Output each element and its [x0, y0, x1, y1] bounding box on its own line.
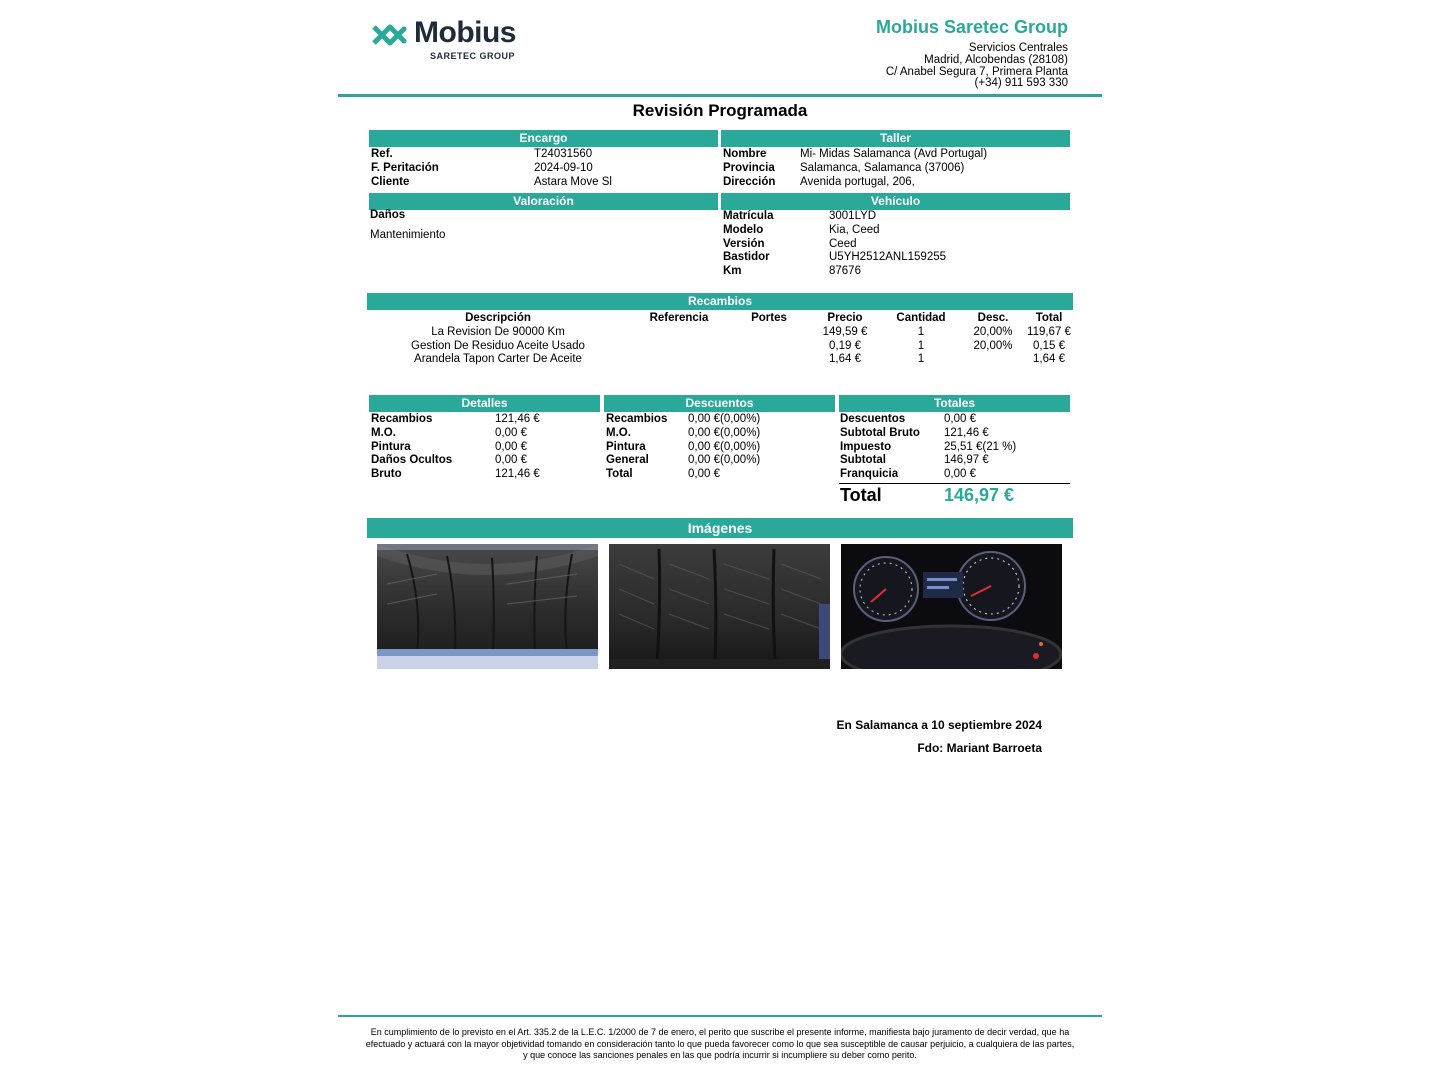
totales-info	[840, 413, 1070, 482]
field-value: Kia, Ceed	[829, 223, 880, 236]
tire-photo-icon	[609, 544, 830, 669]
field-percent: (0,00%)	[719, 454, 761, 467]
field-value: 0,00 €	[688, 426, 720, 439]
field-label: Nombre	[723, 148, 767, 160]
field-value: 0,00 €	[688, 468, 720, 481]
field-value: 87676	[829, 265, 861, 278]
address-line: C/ Anabel Segura 7, Primera Planta	[885, 65, 1068, 78]
field-label: Impuesto	[840, 440, 892, 453]
field-label: General	[606, 454, 649, 467]
signature-name: Fdo: Mariant Barroeta	[917, 741, 1042, 755]
vehiculo-info	[723, 210, 1068, 279]
field-label: Recambios	[606, 413, 668, 425]
table-cell	[729, 340, 809, 354]
section-header-detalles: Detalles	[369, 395, 600, 412]
table-cell: 1,64 €	[1033, 353, 1065, 366]
column-header: Descripción	[465, 312, 531, 324]
table-row	[367, 340, 1073, 354]
table-cell	[729, 353, 809, 367]
section-header-taller: Taller	[721, 130, 1070, 147]
column-header: Total	[1035, 312, 1063, 324]
column-header: Portes	[751, 312, 787, 324]
field-value: Salamanca, Salamanca (37006)	[800, 161, 965, 174]
danos-value: Mantenimiento	[370, 229, 446, 241]
field-label: Subtotal Bruto	[840, 426, 920, 439]
column-header: Cantidad	[896, 312, 946, 324]
field-label: Dirección	[723, 175, 776, 188]
field-value: U5YH2512ANL159255	[829, 251, 947, 264]
table-cell: 149,59 €	[822, 326, 868, 338]
address-line: (+34) 911 593 330	[974, 77, 1068, 90]
grand-total-value: 146,97 €	[944, 485, 1015, 505]
recambios-table	[367, 311, 1073, 367]
section-header-valoracion: Valoración	[369, 193, 718, 210]
field-value: 146,97 €	[944, 454, 989, 467]
field-value: 0,00 €	[495, 440, 527, 453]
table-cell: 20,00%	[973, 339, 1013, 352]
field-label: Daños Ocultos	[371, 454, 453, 467]
field-label: Provincia	[723, 161, 775, 174]
photo-tire-1[interactable]	[377, 544, 598, 669]
field-value: 0,00 €	[688, 440, 720, 453]
grand-total-label: Total	[840, 485, 882, 505]
field-label: Modelo	[723, 223, 764, 236]
field-percent: (0,00%)	[719, 440, 761, 453]
table-cell: 0,15 €	[1033, 339, 1065, 352]
field-value: 0,00 €	[944, 468, 976, 481]
table-cell: 1	[917, 339, 925, 352]
field-value: Ceed	[829, 237, 857, 250]
field-value: 121,46 €	[495, 468, 540, 481]
table-cell	[629, 353, 729, 367]
danos-label: Daños	[370, 209, 406, 221]
table-header-row	[367, 311, 1073, 326]
field-label: Descuentos	[840, 413, 906, 425]
footer-divider	[338, 1015, 1102, 1017]
dashboard-photo-icon	[841, 544, 1062, 669]
field-label: Total	[606, 468, 633, 481]
field-label: F. Peritación	[371, 161, 439, 174]
descuentos-info	[606, 413, 835, 482]
field-label: Matrícula	[723, 210, 774, 222]
field-label: Versión	[723, 237, 765, 250]
table-cell: 1	[917, 326, 925, 338]
field-label: Bruto	[371, 468, 402, 481]
section-header-recambios: Recambios	[367, 293, 1073, 310]
table-cell: Arandela Tapon Carter De Aceite	[414, 353, 582, 366]
field-label: Ref.	[371, 148, 393, 160]
field-value: 2024-09-10	[534, 161, 593, 174]
column-header: Precio	[827, 312, 863, 324]
address-line: Madrid, Alcobendas (28108)	[924, 53, 1068, 66]
field-label: Bastidor	[723, 251, 770, 264]
table-cell: 1	[917, 353, 925, 366]
mobius-logo-icon	[370, 22, 408, 48]
field-label: Pintura	[606, 440, 646, 453]
field-label: M.O.	[371, 426, 396, 439]
field-value: 121,46 €	[495, 413, 540, 425]
field-value: Mi- Midas Salamanca (Avd Portugal)	[800, 148, 988, 160]
company-logo	[370, 16, 520, 62]
column-header: Desc.	[977, 312, 1009, 324]
field-value: T24031560	[534, 148, 593, 160]
company-address	[886, 43, 1068, 90]
table-cell: La Revision De 90000 Km	[431, 326, 565, 338]
table-cell: 1,64 €	[829, 353, 861, 366]
logo-subtitle: SARETEC GROUP	[430, 51, 516, 61]
logo-text: Mobius	[414, 16, 516, 49]
field-label: Recambios	[371, 413, 433, 425]
legal-line: y que conoce las sanciones penales en las que podría incurrir si incumpliere su deber como perito.	[523, 1050, 917, 1061]
section-header-descuentos: Descuentos	[604, 395, 835, 412]
legal-line: efectuado y actuará con la mayor objetividad tomando en consideración tanto lo que pueda favorecer como lo que sea susceptible de causar perjuicio, a cualquiera de las partes,	[365, 1038, 1075, 1049]
table-cell	[961, 353, 1025, 367]
section-header-vehiculo: Vehículo	[721, 193, 1070, 210]
column-header: Referencia	[649, 312, 709, 324]
tire-photo-icon	[377, 544, 598, 669]
field-percent: (0,00%)	[719, 413, 761, 425]
section-header-encargo: Encargo	[369, 130, 718, 147]
field-value: 121,46 €	[944, 426, 989, 439]
legal-footer	[338, 1027, 1102, 1062]
totales-divider	[839, 483, 1070, 484]
table-cell	[629, 340, 729, 354]
field-value: 0,00 €	[688, 413, 720, 425]
photo-tire-2[interactable]	[609, 544, 830, 669]
table-cell: 0,19 €	[829, 339, 861, 352]
field-value: 0,00 €	[688, 454, 720, 467]
signature-place-date: En Salamanca a 10 septiembre 2024	[836, 718, 1042, 732]
field-value: 0,00 €	[495, 426, 527, 439]
encargo-info	[371, 148, 716, 189]
address-line: Servicios Centrales	[968, 42, 1068, 54]
field-label: Subtotal	[840, 454, 886, 467]
detalles-info	[371, 413, 600, 482]
field-value: 3001LYD	[829, 210, 877, 222]
field-label: Km	[723, 265, 742, 278]
company-name: Mobius Saretec Group	[875, 17, 1068, 37]
field-value: 0,00 €	[944, 413, 976, 425]
table-cell: Gestion De Residuo Aceite Usado	[411, 339, 585, 352]
header-divider	[338, 94, 1102, 97]
section-header-imagenes: Imágenes	[367, 518, 1073, 538]
field-value: 0,00 €	[495, 454, 527, 467]
field-value: Avenida portugal, 206,	[800, 175, 915, 188]
section-header-totales: Totales	[839, 395, 1070, 412]
field-percent: (0,00%)	[719, 426, 761, 439]
field-value: 25,51 €(21 %)	[944, 440, 1017, 453]
legal-line: En cumplimiento de lo previsto en el Art. 335.2 de la L.E.C. 1/2000 de 7 de enero, el perito que suscribe el presente informe, manifiesta bajo juramento de decir verdad, que ha	[370, 1027, 1070, 1037]
table-cell	[729, 326, 809, 340]
page-title: Revisión Programada	[632, 101, 808, 120]
field-label: M.O.	[606, 426, 631, 439]
field-label: Cliente	[371, 175, 410, 188]
photo-dashboard[interactable]	[841, 544, 1062, 669]
field-label: Franquicia	[840, 468, 899, 481]
table-cell	[629, 326, 729, 340]
field-label: Pintura	[371, 440, 411, 453]
field-value: Astara Move Sl	[534, 175, 612, 188]
table-row	[367, 326, 1073, 340]
table-cell: 20,00%	[973, 326, 1013, 338]
table-row	[367, 353, 1073, 367]
table-cell: 119,67 €	[1027, 326, 1071, 338]
taller-info	[723, 148, 1068, 189]
